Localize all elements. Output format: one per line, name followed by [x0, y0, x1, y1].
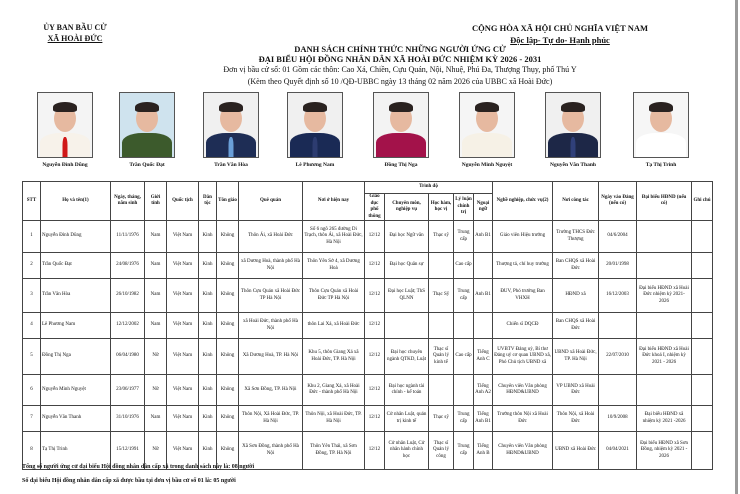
cell-workplace: UBND xã Hoài Đức — [553, 432, 599, 470]
cell-delegate: Đại biểu HĐND xã Hoài Đức nhiệm kỳ 2021- 2026 — [637, 279, 692, 313]
cell-hometown: xã Hoài Đức, thành phố Hà Nội — [239, 313, 303, 339]
cell-hometown: xã Dương Hoà, thành phố Hà Nội — [239, 253, 303, 279]
cell-nationality: Việt Nam — [167, 406, 199, 432]
cell-note — [692, 221, 713, 253]
col-specialty: Chuyên môn, nghiệp vụ — [385, 194, 429, 221]
cell-note — [692, 279, 713, 313]
cell-nationality: Việt Nam — [167, 432, 199, 470]
col-delegate: Đại biểu HĐND (nếu có) — [637, 182, 692, 221]
cell-residence: Khu 5, thôn Giang Xá xã Hoài Đức, TP. Hà Nội — [303, 339, 365, 375]
cell-note — [692, 406, 713, 432]
candidate-photo-card — [356, 92, 446, 168]
cell-general-ed: 12/12 — [365, 375, 385, 406]
candidate-photo-card — [528, 92, 618, 168]
col-hometown: Quê quán — [239, 182, 303, 221]
candidate-photo-card — [442, 92, 532, 168]
cell-workplace: UBND xã Hoài Đức, TP. Hà Nội — [553, 339, 599, 375]
cell-degree — [429, 313, 454, 339]
cell-dob: 11/11/1976 — [111, 221, 145, 253]
cell-language — [474, 253, 493, 279]
cell-dob: 12/12/2002 — [111, 313, 145, 339]
col-degree: Học hàm, học vị — [429, 194, 454, 221]
table-row — [23, 221, 713, 253]
cell-specialty: Đại học Ngữ văn — [385, 221, 429, 253]
table-row — [23, 253, 713, 279]
cell-nationality: Việt Nam — [167, 279, 199, 313]
cell-party-date — [599, 313, 637, 339]
cell-occupation: Giáo viên Hiệu trưởng — [493, 221, 553, 253]
cell-language: Anh B1 — [474, 279, 493, 313]
cell-dob: 06/04/1980 — [111, 339, 145, 375]
cell-stt: 4 — [23, 313, 41, 339]
cell-religion: Không — [217, 279, 239, 313]
cell-gender: Nữ — [145, 432, 167, 470]
cell-religion: Không — [217, 375, 239, 406]
table-row — [23, 375, 713, 406]
candidate-photo-card — [270, 92, 360, 168]
cell-occupation: Chuyên viên Văn phòng HĐND&UBND — [493, 375, 553, 406]
col-workplace: Nơi công tác — [553, 182, 599, 221]
cell-party-date: 04/6/2004 — [599, 221, 637, 253]
col-dob: Ngày, tháng, năm sinh — [111, 182, 145, 221]
cell-name: Trần Văn Hòa — [41, 279, 111, 313]
issuing-authority — [20, 22, 130, 44]
candidate-portrait — [633, 92, 689, 158]
cell-delegate: Đại biểu HĐND xã Hoài Đức khoá I, nhiệm kỳ 2021 - 2026 — [637, 339, 692, 375]
table-row — [23, 339, 713, 375]
cell-residence: Thôn Nội, xã Hoài Đức, TP. Hà Nội — [303, 406, 365, 432]
candidate-photo-card — [20, 92, 110, 168]
candidate-photo-card — [186, 92, 276, 168]
candidate-portrait — [119, 92, 175, 158]
cell-party-date: 04/04/2021 — [599, 432, 637, 470]
cell-workplace: Ban CHQS xã Hoài Đức — [553, 253, 599, 279]
candidate-photo-name: Trần Quốc Đạt — [129, 162, 165, 168]
cell-degree: Thạc sỹ — [429, 221, 454, 253]
cell-specialty — [385, 313, 429, 339]
cell-language — [474, 313, 493, 339]
cell-general-ed: 12/12 — [365, 313, 385, 339]
cell-delegate — [637, 313, 692, 339]
cell-specialty: Cử nhân Luật, Cử nhân hành chính học — [385, 432, 429, 470]
cell-politics — [454, 313, 474, 339]
cell-stt: 7 — [23, 406, 41, 432]
candidate-portrait — [37, 92, 93, 158]
cell-stt: 3 — [23, 279, 41, 313]
cell-specialty: Cử nhân Luật, quản trị kinh tế — [385, 406, 429, 432]
col-ethnicity: Dân tộc — [199, 182, 217, 221]
candidate-portrait — [373, 92, 429, 158]
cell-dob: 31/10/1976 — [111, 406, 145, 432]
cell-delegate — [637, 375, 692, 406]
cell-name: Lê Phương Nam — [41, 313, 111, 339]
cell-party-date: 16/12/2003 — [599, 279, 637, 313]
cell-residence: Số 6 ngõ 265 đường Di Trạch, thôn Ái, xã Hoài Đức, Hà Nội — [303, 221, 365, 253]
col-name: Họ và tên(1) — [41, 182, 111, 221]
authority-line-1: ỦY BAN BẦU CỬ — [43, 23, 107, 32]
cell-residence: Khu 2, Giang Xá, xã Hoài Đức - thành phố Hà Nội — [303, 375, 365, 406]
candidate-photo-name: Lê Phương Nam — [295, 162, 335, 168]
cell-note — [692, 313, 713, 339]
cell-politics: Cao cấp — [454, 253, 474, 279]
candidate-table — [22, 181, 713, 470]
cell-residence: Thôn Yên Sở 4, xã Dương Hoà — [303, 253, 365, 279]
col-party-date: Ngày vào Đảng (nếu có) — [599, 182, 637, 221]
cell-language: Tiếng Anh B — [474, 432, 493, 470]
cell-specialty: Đại học Quân sự — [385, 253, 429, 279]
cell-general-ed: 12/12 — [365, 406, 385, 432]
col-language: Ngoại ngữ — [474, 194, 493, 221]
cell-note — [692, 375, 713, 406]
table-row — [23, 313, 713, 339]
cell-ethnicity: Kinh — [199, 253, 217, 279]
candidate-portrait — [203, 92, 259, 158]
total-candidates-note: Tổng số người ứng cử đại biểu Hội đồng nhân dân cấp xã trong danh sách này là: 08 người — [22, 464, 255, 470]
document-title: DANH SÁCH CHÍNH THỨC NHỮNG NGƯỜI ỨNG CỬ — [294, 44, 506, 54]
col-residence: Nơi ở hiện nay — [303, 182, 365, 221]
candidate-portrait — [287, 92, 343, 158]
cell-delegate — [637, 221, 692, 253]
cell-residence: thôn Lai Xá, xã Hoài Đức — [303, 313, 365, 339]
cell-residence: Thôn Cựu Quán xã Hoài Đức TP Hà Nội — [303, 279, 365, 313]
table-header-row — [23, 182, 713, 194]
cell-nationality: Việt Nam — [167, 313, 199, 339]
cell-note — [692, 253, 713, 279]
cell-occupation: ĐUV, Phó trưởng Ban VHXH — [493, 279, 553, 313]
cell-occupation: UVBTV Đảng uỷ, Bí thư Đảng uỷ cơ quan UBND xã, Phó Chủ tịch UBND xã — [493, 339, 553, 375]
candidate-photo-name: Đồng Thị Nga — [384, 162, 418, 168]
cell-occupation: Chiến sĩ DQCĐ — [493, 313, 553, 339]
cell-nationality: Việt Nam — [167, 253, 199, 279]
cell-religion: Không — [217, 253, 239, 279]
motto: Độc lập- Tự do- Hạnh phúc — [510, 35, 610, 45]
cell-language: Anh B1 — [474, 221, 493, 253]
cell-stt: 1 — [23, 221, 41, 253]
cell-hometown: Thôn Nội, Xã Hoài Đức, TP. Hà Nội — [239, 406, 303, 432]
document-title-block — [150, 44, 650, 88]
cell-stt: 6 — [23, 375, 41, 406]
cell-party-date: 10/9/2008 — [599, 406, 637, 432]
candidate-photo-card — [102, 92, 192, 168]
cell-workplace: Trường THCS Đức Thượng — [553, 221, 599, 253]
cell-general-ed: 12/12 — [365, 221, 385, 253]
cell-ethnicity: Kinh — [199, 432, 217, 470]
cell-delegate — [637, 253, 692, 279]
cell-name: Nguyễn Văn Thanh — [41, 406, 111, 432]
cell-workplace: HĐND xã — [553, 279, 599, 313]
cell-dob: 15/12/1991 — [111, 432, 145, 470]
cell-hometown: Thôn Ái, xã Hoài Đức — [239, 221, 303, 253]
cell-ethnicity: Kinh — [199, 406, 217, 432]
cell-specialty: Đại học ngành tài chính - kế toán — [385, 375, 429, 406]
cell-delegate: Đại biểu HĐND xã Sơn Đồng, nhiệm kỳ 2021 - 2026 — [637, 432, 692, 470]
candidate-portrait — [459, 92, 515, 158]
cell-stt: 5 — [23, 339, 41, 375]
cell-degree: Thạc sĩ Quản lý kinh tế — [429, 339, 454, 375]
cell-religion: Không — [217, 313, 239, 339]
cell-language: Tiếng Anh C — [474, 339, 493, 375]
cell-religion: Không — [217, 432, 239, 470]
cell-specialty: Đại học Luật; ThS QLNN — [385, 279, 429, 313]
cell-nationality: Việt Nam — [167, 339, 199, 375]
cell-religion: Không — [217, 221, 239, 253]
cell-language: Tiếng Anh B1 — [474, 406, 493, 432]
cell-delegate: Đại biểu HĐND xã nhiệm kỳ 2021 -2026 — [637, 406, 692, 432]
cell-name: Trần Quốc Đạt — [41, 253, 111, 279]
cell-name: Tạ Thị Trinh — [41, 432, 111, 470]
candidate-portrait — [545, 92, 601, 158]
cell-gender: Nam — [145, 279, 167, 313]
cell-party-date — [599, 375, 637, 406]
table-row — [23, 406, 713, 432]
cell-degree: Thạc Sỹ — [429, 279, 454, 313]
cell-degree — [429, 253, 454, 279]
candidate-photos — [20, 92, 710, 178]
cell-hometown: Xã Dương Hoà, TP. Hà Nội — [239, 339, 303, 375]
table-row — [23, 279, 713, 313]
country-name: CỘNG HÒA XÃ HỘI CHỦ NGHĨA VIỆT NAM — [471, 23, 649, 33]
cell-gender: Nữ — [145, 339, 167, 375]
cell-occupation: Chuyên viên Văn phòng HĐND&UBND — [493, 432, 553, 470]
cell-degree — [429, 375, 454, 406]
col-nationality: Quốc tịch — [167, 182, 199, 221]
authority-line-2: XÃ HOÀI ĐỨC — [47, 34, 103, 43]
cell-stt: 2 — [23, 253, 41, 279]
cell-gender: Nam — [145, 313, 167, 339]
cell-gender: Nam — [145, 406, 167, 432]
cell-specialty: Đại học chuyên ngành QTKD, Luật — [385, 339, 429, 375]
document-subtitle: ĐẠI BIỂU HỘI ĐỒNG NHÂN DÂN XÃ HOÀI ĐỨC NHIỆM KỲ 2026 - 2031 — [258, 54, 542, 64]
cell-politics: Cao cấp — [454, 339, 474, 375]
cell-ethnicity: Kinh — [199, 221, 217, 253]
col-religion: Tôn giáo — [217, 182, 239, 221]
cell-ethnicity: Kinh — [199, 279, 217, 313]
cell-workplace: VP UBND xã Hoài Đức — [553, 375, 599, 406]
cell-residence: Thôn Yên Thái, xã Sơn Đồng, TP. Hà Nội — [303, 432, 365, 470]
cell-name: Nguyễn Đình Dũng — [41, 221, 111, 253]
candidate-photo-card — [616, 92, 706, 168]
cell-politics: Trung cấp — [454, 279, 474, 313]
col-note: Ghi chú — [692, 182, 713, 221]
national-motto — [430, 22, 690, 46]
cell-occupation: Thượng tá, chỉ huy trưởng — [493, 253, 553, 279]
page-edge-divider — [735, 0, 738, 494]
col-gender: Giới tính — [145, 182, 167, 221]
cell-general-ed: 12/12 — [365, 339, 385, 375]
cell-ethnicity: Kinh — [199, 339, 217, 375]
cell-religion: Không — [217, 339, 239, 375]
cell-note — [692, 432, 713, 470]
col-politics: Lý luận chính trị — [454, 194, 474, 221]
cell-dob: 24/08/1976 — [111, 253, 145, 279]
col-general-ed: Giáo dục phổ thông — [365, 194, 385, 221]
candidate-photo-name: Tạ Thị Trinh — [645, 162, 677, 168]
decision-reference: (Kèm theo Quyết định số 10 /QĐ-UBBC ngày 13 tháng 02 năm 2026 của UBBC xã Hoài Đức) — [247, 77, 553, 86]
col-occupation: Nghề nghiệp, chức vụ(2) — [493, 182, 553, 221]
cell-gender: Nam — [145, 221, 167, 253]
cell-workplace: Thôn Nội, xã Hoài Đức — [553, 406, 599, 432]
cell-nationality: Việt Nam — [167, 221, 199, 253]
cell-gender: Nữ — [145, 375, 167, 406]
cell-name: Đồng Thị Nga — [41, 339, 111, 375]
col-education-group: Trình độ — [365, 182, 493, 194]
cell-ethnicity: Kinh — [199, 375, 217, 406]
cell-dob: 26/10/1982 — [111, 279, 145, 313]
cell-hometown: Thôn Cựu Quán xã Hoài Đức TP Hà Nội — [239, 279, 303, 313]
cell-nationality: Việt Nam — [167, 375, 199, 406]
cell-hometown: Xã Sơn Đồng, thành phố Hà Nội — [239, 432, 303, 470]
cell-politics: Trung cấp — [454, 406, 474, 432]
cell-occupation: Trưởng thôn Nội xã Hoài Đức — [493, 406, 553, 432]
candidate-photo-name: Nguyễn Đình Dũng — [42, 162, 88, 168]
cell-workplace: Ban CHQS xã Hoài Đức — [553, 313, 599, 339]
candidate-photo-name: Nguyễn Văn Thanh — [550, 162, 596, 168]
cell-name: Nguyễn Minh Nguyệt — [41, 375, 111, 406]
candidate-photo-name: Trần Văn Hòa — [214, 162, 248, 168]
cell-note — [692, 339, 713, 375]
cell-degree: Thạc sĩ Quản lý công — [429, 432, 454, 470]
cell-party-date: 22/07/2010 — [599, 339, 637, 375]
cell-dob: 23/06/1977 — [111, 375, 145, 406]
electoral-unit: Đơn vị bầu cử số: 01 Gồm các thôn: Cao Xá, Chiền, Cựu Quán, Nội, Nhuệ, Phú Đa, Thượng Thụy, phố Thú Y — [223, 65, 577, 74]
col-stt: STT — [23, 182, 41, 221]
cell-politics: Trung cấp — [454, 221, 474, 253]
cell-general-ed: 12/12 — [365, 279, 385, 313]
cell-stt: 8 — [23, 432, 41, 470]
cell-politics — [454, 375, 474, 406]
cell-degree: Thạc sỹ — [429, 406, 454, 432]
cell-party-date: 20/01/1998 — [599, 253, 637, 279]
cell-general-ed: 12/12 — [365, 432, 385, 470]
cell-politics: Trung cấp — [454, 432, 474, 470]
cell-religion: Không — [217, 406, 239, 432]
cell-language: Tiếng Anh A2 — [474, 375, 493, 406]
seats-note: Số đại biểu Hội đồng nhân dân cấp xã được bầu tại đơn vị bầu cử số 01 là: 05 người — [22, 478, 236, 484]
cell-gender: Nam — [145, 253, 167, 279]
candidate-photo-name: Nguyễn Minh Nguyệt — [461, 162, 513, 168]
cell-ethnicity: Kinh — [199, 313, 217, 339]
cell-general-ed: 12/12 — [365, 253, 385, 279]
cell-hometown: Xã Sơn Đồng, TP. Hà Nội — [239, 375, 303, 406]
